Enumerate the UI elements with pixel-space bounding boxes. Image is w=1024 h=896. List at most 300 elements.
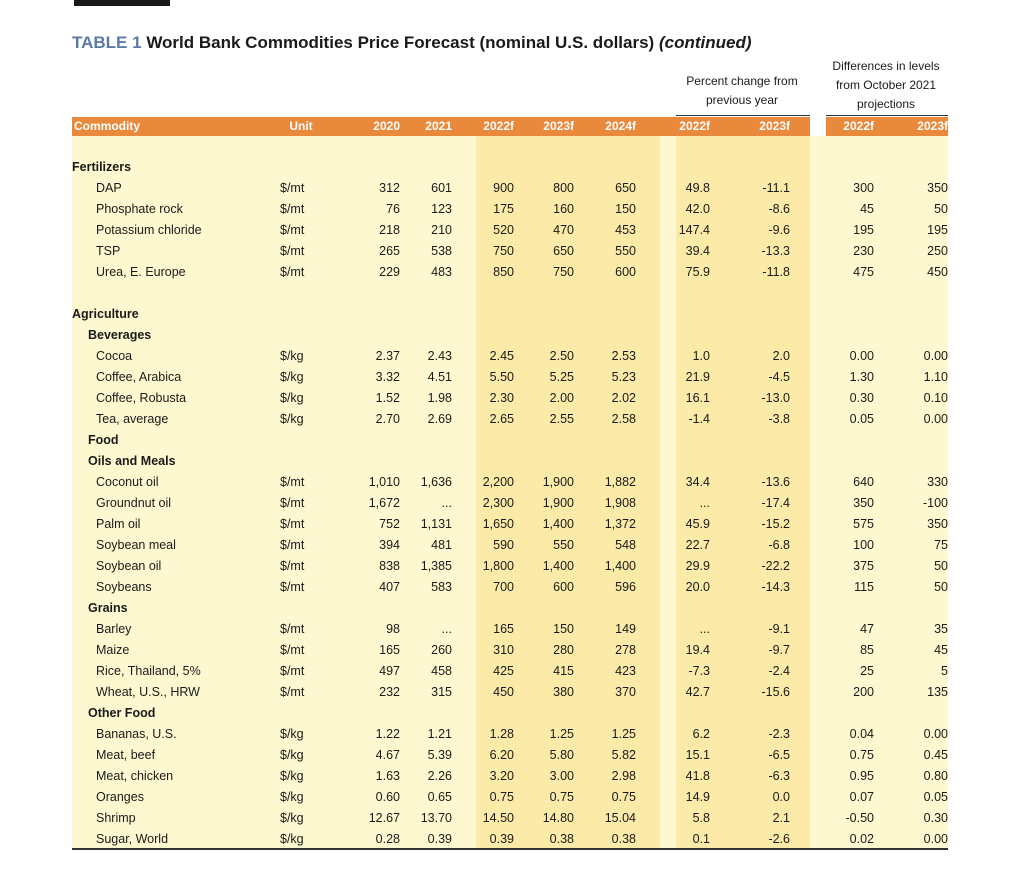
value-2020: 752 — [379, 517, 400, 531]
col-header-pct-2023f: 2023f — [759, 119, 790, 133]
value-diff-2023f: 330 — [927, 475, 948, 489]
value-2020: 407 — [379, 580, 400, 594]
value-2022f: 590 — [493, 538, 514, 552]
value-diff-2022f: 45 — [860, 202, 874, 216]
value-diff-2022f: 1.30 — [849, 370, 874, 384]
section-label: Other Food — [88, 706, 156, 720]
value-pct-2022f: 34.4 — [685, 475, 710, 489]
value-2024f: 423 — [615, 664, 636, 678]
table-row — [72, 724, 948, 745]
value-pct-2022f: 41.8 — [685, 769, 710, 783]
value-pct-2022f: 1.0 — [692, 349, 710, 363]
value-pct-2023f: -4.5 — [768, 370, 790, 384]
value-2024f: 2.53 — [611, 349, 636, 363]
value-diff-2023f: 45 — [934, 643, 948, 657]
unit-cell: $/mt — [280, 265, 305, 279]
value-2023f: 1.25 — [549, 727, 574, 741]
value-2021: 260 — [431, 643, 452, 657]
section-label: Beverages — [88, 328, 152, 342]
unit-cell: $/mt — [280, 622, 305, 636]
diff-levels-header-line: projections — [856, 97, 916, 111]
commodity-name: Phosphate rock — [96, 202, 183, 216]
value-2020: 394 — [379, 538, 400, 552]
commodity-name: Maize — [96, 643, 130, 657]
value-pct-2022f: 14.9 — [685, 790, 710, 804]
unit-cell: $/kg — [280, 790, 304, 804]
value-2024f: 550 — [615, 244, 636, 258]
value-pct-2023f: -14.3 — [761, 580, 790, 594]
value-2024f: 149 — [615, 622, 636, 636]
value-2023f: 800 — [553, 181, 574, 195]
value-diff-2023f: 135 — [927, 685, 948, 699]
pct-change-header-line: previous year — [705, 93, 779, 107]
value-2024f: 453 — [615, 223, 636, 237]
value-diff-2022f: 85 — [860, 643, 874, 657]
value-2020: 165 — [379, 643, 400, 657]
col-header-2021: 2021 — [425, 119, 452, 133]
col-header-2023f: 2023f — [543, 119, 574, 133]
value-2022f: 0.75 — [489, 790, 514, 804]
value-2020: 1.52 — [375, 391, 400, 405]
value-2023f: 750 — [553, 265, 574, 279]
value-diff-2022f: 200 — [853, 685, 874, 699]
value-2020: 232 — [379, 685, 400, 699]
value-diff-2023f: 250 — [927, 244, 948, 258]
table-row — [72, 640, 948, 661]
value-2021: 601 — [431, 181, 452, 195]
value-pct-2023f: -9.1 — [768, 622, 790, 636]
value-2022f: 425 — [493, 664, 514, 678]
value-2023f: 5.80 — [549, 748, 574, 762]
value-pct-2022f: 19.4 — [685, 643, 710, 657]
diff-levels-rule — [826, 115, 948, 116]
value-diff-2022f: 100 — [853, 538, 874, 552]
value-diff-2023f: 1.10 — [923, 370, 948, 384]
unit-cell: $/kg — [280, 769, 304, 783]
table-title — [72, 33, 752, 53]
value-pct-2022f: 22.7 — [685, 538, 710, 552]
table-row — [72, 808, 948, 829]
unit-cell: $/mt — [280, 685, 305, 699]
value-2021: 1,636 — [420, 475, 452, 489]
table-label: TABLE 1 — [72, 33, 142, 52]
commodity-name: Urea, E. Europe — [96, 265, 186, 279]
value-diff-2023f: 35 — [934, 622, 948, 636]
value-pct-2022f: 45.9 — [685, 517, 710, 531]
section-row — [72, 451, 948, 472]
value-2024f: 600 — [615, 265, 636, 279]
value-2021: 538 — [431, 244, 452, 258]
value-pct-2022f: ... — [699, 622, 710, 636]
value-2021: 210 — [431, 223, 452, 237]
value-2024f: 548 — [615, 538, 636, 552]
value-pct-2022f: 5.8 — [692, 811, 710, 825]
value-diff-2023f: 50 — [934, 580, 948, 594]
value-2022f: 2.65 — [489, 412, 514, 426]
commodity-name: Meat, beef — [96, 748, 156, 762]
unit-cell: $/mt — [280, 517, 305, 531]
value-2023f: 5.25 — [549, 370, 574, 384]
value-pct-2022f: 42.7 — [685, 685, 710, 699]
table-row — [72, 535, 948, 556]
value-2023f: 650 — [553, 244, 574, 258]
value-diff-2022f: 0.04 — [849, 727, 874, 741]
value-diff-2023f: 5 — [941, 664, 948, 678]
value-diff-2023f: 0.45 — [923, 748, 948, 762]
table-row — [72, 661, 948, 682]
value-pct-2022f: 29.9 — [685, 559, 710, 573]
table-row — [72, 577, 948, 598]
value-pct-2022f: 6.2 — [692, 727, 710, 741]
value-2020: 218 — [379, 223, 400, 237]
value-2024f: 650 — [615, 181, 636, 195]
value-2021: 13.70 — [420, 811, 452, 825]
value-2022f: 1,650 — [482, 517, 514, 531]
col-header-pct-2022f: 2022f — [679, 119, 710, 133]
commodity-name: Soybean oil — [96, 559, 162, 573]
value-2023f: 1,400 — [542, 559, 574, 573]
unit-cell: $/kg — [280, 748, 304, 762]
value-2020: 2.37 — [375, 349, 400, 363]
value-2022f: 2.45 — [489, 349, 514, 363]
commodity-name: Barley — [96, 622, 132, 636]
value-pct-2023f: -15.2 — [761, 517, 790, 531]
unit-cell: $/kg — [280, 349, 304, 363]
value-2021: 483 — [431, 265, 452, 279]
commodity-name: Cocoa — [96, 349, 133, 363]
value-pct-2022f: 0.1 — [692, 832, 710, 846]
value-pct-2022f: 20.0 — [685, 580, 710, 594]
value-2023f: 160 — [553, 202, 574, 216]
value-2020: 76 — [386, 202, 400, 216]
value-diff-2022f: 47 — [860, 622, 874, 636]
value-diff-2023f: 0.00 — [923, 349, 948, 363]
value-diff-2022f: 0.75 — [849, 748, 874, 762]
value-2024f: 1,882 — [604, 475, 636, 489]
value-2023f: 470 — [553, 223, 574, 237]
value-2023f: 150 — [553, 622, 574, 636]
commodity-name: Shrimp — [96, 811, 136, 825]
value-diff-2022f: 475 — [853, 265, 874, 279]
value-pct-2022f: 16.1 — [685, 391, 710, 405]
value-pct-2023f: -2.4 — [768, 664, 790, 678]
value-2022f: 6.20 — [489, 748, 514, 762]
value-diff-2023f: 350 — [927, 517, 948, 531]
value-pct-2023f: -6.3 — [768, 769, 790, 783]
commodity-name: Coffee, Robusta — [96, 391, 187, 405]
commodity-name: Soybean meal — [96, 538, 176, 552]
unit-cell: $/kg — [280, 370, 304, 384]
value-2020: 1.22 — [375, 727, 400, 741]
value-2024f: 2.02 — [611, 391, 636, 405]
col-header-2020: 2020 — [373, 119, 400, 133]
unit-cell: $/mt — [280, 559, 305, 573]
value-2023f: 280 — [553, 643, 574, 657]
section-row — [72, 325, 948, 346]
value-diff-2022f: 0.30 — [849, 391, 874, 405]
value-diff-2022f: 230 — [853, 244, 874, 258]
value-2020: 497 — [379, 664, 400, 678]
value-2024f: 596 — [615, 580, 636, 594]
value-2024f: 150 — [615, 202, 636, 216]
unit-cell: $/mt — [280, 181, 305, 195]
value-diff-2023f: 0.00 — [923, 727, 948, 741]
value-2022f: 310 — [493, 643, 514, 657]
top-edge-mark — [74, 0, 170, 6]
value-2021: 2.69 — [427, 412, 452, 426]
unit-cell: $/mt — [280, 223, 305, 237]
value-2022f: 2.30 — [489, 391, 514, 405]
value-pct-2022f: 42.0 — [685, 202, 710, 216]
table-row — [72, 262, 948, 283]
value-diff-2022f: 375 — [853, 559, 874, 573]
value-diff-2023f: 0.05 — [923, 790, 948, 804]
value-diff-2023f: 0.30 — [923, 811, 948, 825]
section-row — [72, 703, 948, 724]
value-2021: 1.98 — [427, 391, 452, 405]
table-row — [72, 829, 948, 850]
value-2022f: 0.39 — [489, 832, 514, 846]
table-row — [72, 619, 948, 640]
value-2020: 0.28 — [375, 832, 400, 846]
value-pct-2023f: 2.0 — [772, 349, 790, 363]
value-pct-2022f: 39.4 — [685, 244, 710, 258]
value-2021: ... — [441, 496, 452, 510]
value-diff-2023f: 350 — [927, 181, 948, 195]
value-2020: 265 — [379, 244, 400, 258]
value-pct-2023f: -11.1 — [762, 181, 790, 195]
value-2020: 0.60 — [375, 790, 400, 804]
commodity-name: Tea, average — [96, 412, 169, 426]
section-label: Fertilizers — [72, 160, 132, 174]
value-pct-2023f: -6.5 — [768, 748, 790, 762]
col-header-2022f: 2022f — [483, 119, 514, 133]
section-label: Oils and Meals — [88, 454, 176, 468]
value-diff-2023f: 50 — [934, 559, 948, 573]
commodity-name: Rice, Thailand, 5% — [96, 664, 201, 678]
table-title-suffix: (continued) — [658, 33, 752, 52]
value-2020: 1,010 — [368, 475, 400, 489]
unit-cell: $/kg — [280, 832, 304, 846]
col-header-2024f: 2024f — [605, 119, 636, 133]
value-2024f: 1,908 — [604, 496, 636, 510]
section-label: Grains — [88, 601, 128, 615]
pct-change-header — [672, 72, 812, 110]
value-pct-2023f: 0.0 — [772, 790, 790, 804]
value-2020: 312 — [379, 181, 400, 195]
value-diff-2023f: -100 — [922, 496, 948, 510]
value-2023f: 415 — [553, 664, 574, 678]
value-pct-2023f: -13.6 — [761, 475, 790, 489]
commodity-name: Wheat, U.S., HRW — [96, 685, 200, 699]
value-pct-2023f: -9.6 — [768, 223, 790, 237]
value-2022f: 1,800 — [482, 559, 514, 573]
value-2024f: 5.82 — [611, 748, 636, 762]
value-2022f: 2,300 — [482, 496, 514, 510]
table-row — [72, 766, 948, 787]
commodity-name: Bananas, U.S. — [96, 727, 177, 741]
unit-cell: $/mt — [280, 496, 305, 510]
value-2024f: 2.58 — [611, 412, 636, 426]
value-pct-2023f: -17.4 — [761, 496, 790, 510]
value-2023f: 2.55 — [549, 412, 574, 426]
value-2023f: 1,400 — [542, 517, 574, 531]
value-2021: 2.26 — [427, 769, 452, 783]
value-pct-2023f: -13.0 — [761, 391, 790, 405]
value-pct-2023f: -9.7 — [768, 643, 790, 657]
value-pct-2023f: 2.1 — [772, 811, 790, 825]
col-header-diff-2023f: 2023f — [917, 119, 948, 133]
value-pct-2022f: 147.4 — [678, 223, 710, 237]
table-row — [72, 178, 948, 199]
value-2021: 1,385 — [420, 559, 452, 573]
value-diff-2023f: 75 — [934, 538, 948, 552]
value-2024f: 278 — [615, 643, 636, 657]
table-row — [72, 493, 948, 514]
value-2021: 1,131 — [420, 517, 452, 531]
value-2022f: 750 — [493, 244, 514, 258]
value-pct-2022f: 75.9 — [685, 265, 710, 279]
value-2023f: 1,900 — [542, 475, 574, 489]
value-2020: 229 — [379, 265, 400, 279]
value-2023f: 380 — [553, 685, 574, 699]
value-2022f: 700 — [493, 580, 514, 594]
value-2020: 1,672 — [368, 496, 400, 510]
value-pct-2023f: -11.8 — [762, 265, 790, 279]
commodity-name: Groundnut oil — [96, 496, 172, 510]
unit-cell: $/mt — [280, 475, 305, 489]
value-2023f: 14.80 — [542, 811, 574, 825]
value-2020: 838 — [379, 559, 400, 573]
table-row — [72, 367, 948, 388]
value-pct-2022f: 15.1 — [685, 748, 710, 762]
commodity-name: Coffee, Arabica — [96, 370, 182, 384]
value-diff-2023f: 0.80 — [923, 769, 948, 783]
section-row — [72, 304, 948, 325]
commodity-name: TSP — [96, 244, 121, 258]
value-2022f: 5.50 — [489, 370, 514, 384]
unit-cell: $/mt — [280, 580, 305, 594]
value-2024f: 0.75 — [611, 790, 636, 804]
unit-cell: $/kg — [280, 412, 304, 426]
value-2020: 4.67 — [375, 748, 400, 762]
value-diff-2023f: 0.00 — [923, 832, 948, 846]
value-pct-2023f: -2.3 — [768, 727, 790, 741]
value-pct-2023f: -8.6 — [768, 202, 790, 216]
unit-cell: $/mt — [280, 538, 305, 552]
value-2021: 123 — [431, 202, 452, 216]
value-2021: 5.39 — [427, 748, 452, 762]
value-pct-2022f: -1.4 — [688, 412, 710, 426]
diff-levels-header — [820, 57, 952, 114]
section-label: Food — [88, 433, 119, 447]
value-2021: 2.43 — [427, 349, 452, 363]
value-pct-2023f: -3.8 — [768, 412, 790, 426]
value-2024f: 0.38 — [611, 832, 636, 846]
diff-levels-header-line: Differences in levels — [832, 59, 940, 73]
value-diff-2022f: -0.50 — [845, 811, 874, 825]
value-2023f: 0.38 — [549, 832, 574, 846]
value-2023f: 550 — [553, 538, 574, 552]
table-row — [72, 682, 948, 703]
pct-change-header-line: Percent change from — [686, 74, 798, 88]
commodity-name: Sugar, World — [96, 832, 169, 846]
value-diff-2022f: 300 — [853, 181, 874, 195]
value-pct-2023f: -15.6 — [761, 685, 790, 699]
table-row — [72, 199, 948, 220]
table-row — [72, 514, 948, 535]
value-2024f: 1.25 — [611, 727, 636, 741]
value-diff-2022f: 640 — [853, 475, 874, 489]
table-row — [72, 472, 948, 493]
value-pct-2023f: -6.8 — [768, 538, 790, 552]
value-diff-2023f: 0.10 — [923, 391, 948, 405]
diff-levels-header-line: from October 2021 — [835, 78, 937, 92]
unit-cell: $/kg — [280, 727, 304, 741]
value-2024f: 5.23 — [611, 370, 636, 384]
value-2020: 3.32 — [375, 370, 400, 384]
unit-cell: $/kg — [280, 811, 304, 825]
value-2021: 458 — [431, 664, 452, 678]
value-diff-2022f: 575 — [853, 517, 874, 531]
value-pct-2022f: ... — [699, 496, 710, 510]
value-2021: 1.21 — [427, 727, 452, 741]
value-diff-2023f: 195 — [927, 223, 948, 237]
value-2020: 2.70 — [375, 412, 400, 426]
value-diff-2022f: 25 — [860, 664, 874, 678]
table-row — [72, 556, 948, 577]
value-2022f: 14.50 — [482, 811, 514, 825]
value-2023f: 0.75 — [549, 790, 574, 804]
value-2024f: 2.98 — [611, 769, 636, 783]
value-2022f: 1.28 — [489, 727, 514, 741]
table-row — [72, 388, 948, 409]
value-2022f: 175 — [493, 202, 514, 216]
value-2021: 583 — [431, 580, 452, 594]
value-pct-2022f: -7.3 — [688, 664, 710, 678]
section-row — [72, 157, 948, 178]
value-2023f: 600 — [553, 580, 574, 594]
value-diff-2023f: 450 — [927, 265, 948, 279]
unit-cell: $/kg — [280, 391, 304, 405]
value-2024f: 1,372 — [604, 517, 636, 531]
commodity-name: Palm oil — [96, 517, 141, 531]
col-header-commodity: Commodity — [74, 119, 140, 133]
value-diff-2022f: 0.00 — [849, 349, 874, 363]
value-diff-2022f: 115 — [854, 580, 874, 594]
column-header-row — [72, 117, 948, 136]
value-diff-2022f: 195 — [853, 223, 874, 237]
unit-cell: $/mt — [280, 202, 305, 216]
commodity-name: Coconut oil — [96, 475, 159, 489]
value-2022f: 900 — [493, 181, 514, 195]
table-title-main: World Bank Commodities Price Forecast (nominal U.S. dollars) — [146, 33, 655, 52]
commodity-name: DAP — [96, 181, 122, 195]
value-2023f: 3.00 — [549, 769, 574, 783]
value-2021: ... — [441, 622, 452, 636]
table-row — [72, 409, 948, 430]
pct-change-rule — [676, 115, 810, 116]
value-2022f: 3.20 — [489, 769, 514, 783]
col-header-diff-2022f: 2022f — [843, 119, 874, 133]
value-2023f: 1,900 — [542, 496, 574, 510]
value-2022f: 850 — [493, 265, 514, 279]
value-pct-2023f: -2.6 — [768, 832, 790, 846]
value-2022f: 165 — [493, 622, 514, 636]
value-pct-2023f: -22.2 — [761, 559, 790, 573]
table-row — [72, 346, 948, 367]
value-2023f: 2.00 — [549, 391, 574, 405]
